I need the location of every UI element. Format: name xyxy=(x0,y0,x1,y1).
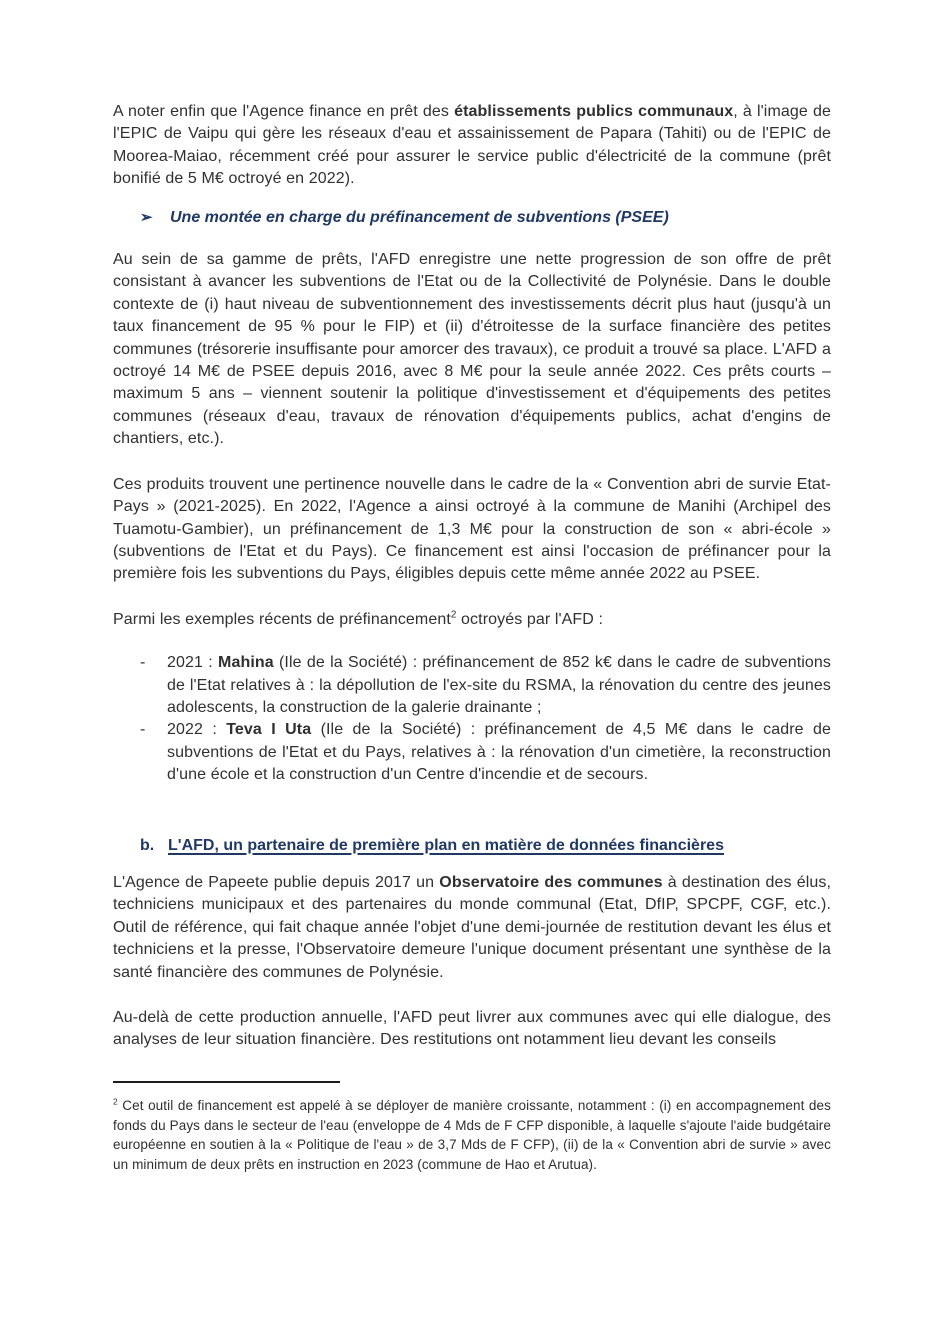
paragraph-convention: Ces produits trouvent une pertinence nouvelle dans le cadre de la « Convention abri de survie Etat-Pays » (2021-2025). En 2022, l'Agence a ainsi octroyé à la commune de Manihi (Archipel des Tuamotu-Gambier), un préfinancement de 1,3 M€ pour la construction de son « abri-école » (subventions de l'Etat et du Pays). Ce financement est ainsi l'occasion de préfinancer pour la première fois les subventions du Pays, éligibles depuis cette même année 2022 au PSEE. xyxy=(113,475,831,583)
paragraph-observatoire: L'Agence de Papeete publie depuis 2017 un Observatoire des communes à destination des élus, techniciens municipaux et des partenaires du monde communal (Etat, DfIP, SPCPF, CGF, etc.). Outil de référence, qui fait chaque année l'objet d'une demi-journée de restitution devant les élus et techniciens et la presse, l'Observatoire demeure l'unique document présentant une synthèse de la santé financière des communes de Polynésie. xyxy=(113,873,831,981)
paragraph-exemples: Parmi les exemples récents de préfinancement$^2$ octroyés par l'AFD : xyxy=(113,609,604,628)
heading-b-text: L'AFD, un partenaire de première plan en matière de données financières xyxy=(168,836,724,854)
paragraph-psee: Au sein de sa gamme de prêts, l'AFD enregistre une nette progression de son offre de prêt consistant à avancer les subventions de l'Etat ou de la Collectivité de Polynésie. Dans le double contexte de (i) haut niveau de subventionnement des investissements décrit plus haut (jusqu'à un taux financement de 95 % pour le FIP) et (ii) d'étroitesse de la surface financière des petites communes (trésorerie insuffisante pour amorcer des travaux), ce produit a trouvé sa place. L'AFD a octroyé 14 M€ de PSEE depuis 2016, avec 8 M€ pour la seule année 2022. Ces prêts courts – maximum 5 ans – viennent soutenir la politique d'investissement et d'équipements des petites communes (réseaux d'eau, travaux de rénovation d'équipements publics, achat d'engins de chantiers, etc.). xyxy=(113,251,831,448)
paragraph-epic: A noter enfin que l'Agence finance en prêt des établissements publics communaux, à l'image de l'EPIC de Vaipu qui gère les réseaux d'eau et assainissement de Papara (Tahiti) ou de l'EPIC de Moorea-Maiao, récemment créé pour assurer le service public d'électricité de la commune (prêt bonifié de 5 M€ octroyé en 2022). xyxy=(113,103,831,188)
arrow-bullet-icon: ➢ xyxy=(140,208,153,226)
heading-b-prefix: b. xyxy=(140,836,155,854)
dash-bullet-icon: - xyxy=(140,721,146,739)
prefinancement-list xyxy=(140,652,831,786)
paragraph-audela: Au-delà de cette production annuelle, l'AFD peut livrer aux communes avec qui elle dialogue, des analyses de leur situation financière. Des restitutions ont notamment lieu devant les conseils xyxy=(113,1009,831,1049)
heading-b xyxy=(140,835,831,857)
heading-psee-text: Une montée en charge du préfinancement de subventions (PSEE) xyxy=(170,208,669,226)
heading-psee xyxy=(140,207,831,229)
list-item xyxy=(140,719,831,786)
list-item xyxy=(140,652,831,719)
list-item-text: 2021 : Mahina (Ile de la Société) : préfinancement de 852 k€ dans le cadre de subventions de l'Etat relatives à : la dépollution de l'ex-site du RSMA, la rénovation du centre des jeunes adolescents, la construction de la galerie drainante ; xyxy=(167,654,831,716)
list-item-text: 2022 : Teva I Uta (Ile de la Société) : préfinancement de 4,5 M€ dans le cadre de subventions de l'Etat et du Pays, relatives à : la rénovation d'un cimetière, la reconstruction d'une école et la construction d'un Centre d'incendie et de secours. xyxy=(167,721,831,784)
footnote-text: $^2$ Cet outil de financement est appelé à se déployer de manière croissante, notamment : (i) en accompagnement des fonds du Pays dans le secteur de l'eau (enveloppe de 4 Mds de F CFP disponible, à laquelle s'ajoute l'aide budgétaire européenne en soutien à la « Politique de l'eau » de 3,7 Mds de F CFP), (ii) de la « Convention abri de survie » avec un minimum de deux prêts en instruction en 2023 (commune de Hao et Arutua). xyxy=(113,1096,831,1172)
footnote-separator xyxy=(113,1081,340,1083)
dash-bullet-icon: - xyxy=(140,654,146,672)
